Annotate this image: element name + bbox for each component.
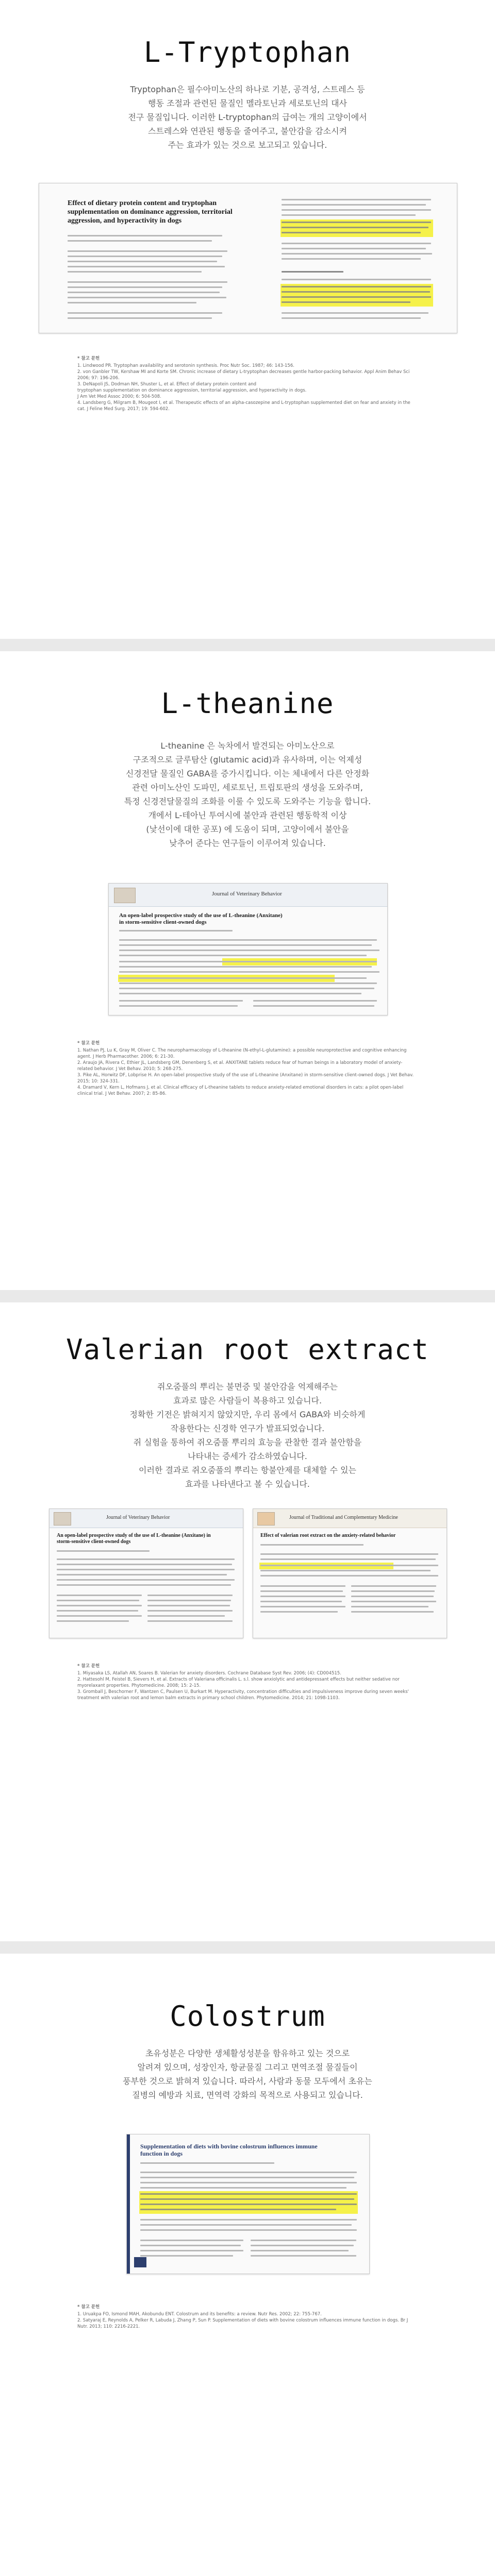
paper-title: Effect of dietary protein content and tryptophan supplementation on dominance aggression, territorial aggression, and hyperactivity in dogs [68, 199, 233, 225]
section-l-tryptophan [0, 0, 495, 639]
reference-item: 3. Pike AL, Horwitz DF, Lobprise H. An open-label prospective study of the use of L-theanine (Anxitane) in storm-sensitive client-owned dogs. J Vet Behav. 2015; 10: 324-331. [77, 1073, 414, 1084]
references [77, 1040, 418, 1097]
references-heading: * 참고 문헌 [77, 1041, 100, 1046]
paper-preview-image [39, 183, 457, 333]
section-divider [0, 1941, 495, 1954]
section-description: Tryptophan은 필수아미노산의 하나로 기분, 공격성, 스트레스 등 행동 조절과 관련된 물질인 멜라토닌과 세로토닌의 대사 전구 물질입니다. 이러한 L-tryptophan의 급여는 개의 고양이에서 스트레스와 연관된 행동을 줄여주고, 불안감을 감소시켜 주는 효과가 있는 것으로 보고되고 있습니다. [128, 84, 367, 150]
section-divider [0, 1290, 495, 1302]
references-heading: * 참고 문헌 [77, 2304, 100, 2310]
section-description: 쥐오줌풀의 뿌리는 불면증 및 불안감을 억제해주는 효과로 많은 사람들이 복용하고 있습니다. 정확한 기전은 밝혀지지 않았지만, 우리 몸에서 GABA와 비슷하게 작용한다는 신경학 연구가 발표되었습니다. 쥐 실험을 통하여 쥐오줌풀 뿌리의 효능을 관찰한 결과 불안함을 나타내는 증세가 감소하였습니다. 이러한 결과로 쥐오줌풀의 뿌리는 항불안제를 대체할 수 있는 효과를 나타낸다고 볼 수 있습니다. [129, 1382, 366, 1489]
reference-item: 2. Satyaraj E, Reynolds A, Pelker R, Labuda J, Zhang P, Sun P. Supplementation of diets with bovine colostrum influences immune function in dogs. Br J Nutr. 2013; 110: 2216-2221. [77, 2318, 408, 2329]
references [77, 2304, 418, 2330]
reference-item: 1. Nathan PJ, Lu K, Gray M, Oliver C. The neuropharmacology of L-theanine (N-ethyl-L-glutamine): a possible neuroprotective and cognitive enhancing agent. J Herb Pharmacother. 2006; 6: 21-30. [77, 1048, 407, 1059]
reference-item: tryptophan supplementation on dominance aggression, territorial aggression, and hyperactivity in dogs. [77, 388, 307, 393]
reference-item: J Am Vet Med Assoc 2000; 6: 504-508. [77, 394, 161, 399]
references-heading: * 참고 문헌 [77, 356, 100, 361]
reference-item: 2. von Ganbler TW, Kershaw MI and Korte SM. Chronic increase of dietary L-tryptophan decreases gentle harbor-packing behavior. Appl Anim Behav Sci 2006; 97: 196-206. [77, 369, 410, 381]
references-heading: * 참고 문헌 [77, 1664, 100, 1669]
paper-preview-image [126, 2134, 370, 2274]
paper-preview-image-right [253, 1509, 447, 1638]
section-title: L-Tryptophan [143, 36, 352, 69]
section-description: 초유성분은 다양한 생체활성성분을 함유하고 있는 것으로 알려져 있으며, 성장인자, 항균물질 그리고 면역조절 물질들이 풍부한 것으로 밝혀져 있습니다. 따라서, 사람과 동물 모두에서 초유는 질병의 예방과 치료, 면역력 강화의 목적으로 사용되고 있습니다. [123, 2048, 372, 2100]
section-title: Colostrum [170, 2000, 325, 2032]
reference-item: 4. Landsberg G, Milgram B, Mougeot I, et al. Therapeutic effects of an alpha-casozepine and L-tryptophan supplemented diet on fear and anxiety in the cat. J Feline Med Surg. 2017; 19: 594-602. [77, 400, 410, 412]
journal-name: Journal of Traditional and Complementary Medicine [289, 1515, 398, 1520]
reference-item: 3. Gromball J, Beschorner F, Wantzen C, Paulsen U, Burkart M. Hyperactivity, concentration difficulties and impulsiveness improve during seven weeks' treatment with valerian root and lemon balm extracts in primary school children. Phytomedicine. 2014; 21: 1098-1103. [77, 1689, 409, 1701]
reference-item: 4. Dramard V, Kern L, Hofmans J, et al. Clinical efficacy of L-theanine tablets to reduce anxiety-related emotional disorders in cats: a pilot open-label clinical trial. J Vet Behav. 2007; 2: 85-86. [77, 1085, 404, 1096]
section-colostrum [0, 1954, 495, 2576]
section-valerian-root [0, 1302, 495, 1941]
paper-preview-image-left [49, 1509, 243, 1638]
reference-item: 1. Lindwood PR. Tryptophan availability and serotonin synthesis. Proc Nutr Soc. 1987; 46: 143-156. [77, 363, 294, 368]
section-title: L-theanine [161, 687, 334, 720]
section-divider [0, 639, 495, 651]
references [77, 1663, 418, 1701]
references [77, 355, 418, 412]
paper-title: An open-label prospective study of the use of L-theanine (Anxitane) in storm-sensitive client-owned dogs [57, 1533, 211, 1545]
paper-title: An open-label prospective study of the use of L-theanine (Anxitane) in storm-sensitive client-owned dogs [119, 912, 283, 925]
paper-preview-image [108, 883, 388, 1015]
reference-item: 3. DeNapoli JS, Dodman NH, Shuster L, et al. Effect of dietary protein content and [77, 382, 257, 387]
reference-item: 2. Araujo JA, Rivera C, Ethier JL, Landsberg GM, Denenberg S, et al. ANXITANE tablets reduce fear of human beings in a laboratory model of anxiety-related behavior. J Vet Behav. 2010; 5: 268-275. [77, 1060, 403, 1072]
section-title: Valerian root extract [66, 1333, 429, 1366]
paper-title: Effect of valerian root extract on the anxiety-related behavior [260, 1533, 396, 1538]
reference-item: 1. Miyasaka LS, Atallah AN, Soares B. Valerian for anxiety disorders. Cochrane Database Syst Rev. 2006; (4): CD004515. [77, 1671, 341, 1676]
reference-item: 2. Hattesohl M, Feistel B, Sievers H, et al. Extracts of Valeriana officinalis L. s.l. show anxiolytic and antidepressant effects but neither sedative nor myorelaxant properties. Phytomedicine. 2008; 15: 2-15. [77, 1677, 400, 1688]
paper-title: Supplementation of diets with bovine colostrum influences immune function in dogs [140, 2143, 318, 2157]
reference-item: 1. Uruakpa FO, Ismond MAH, Akobundu ENT. Colostrum and its benefits: a review. Nutr Res. 2002; 22: 755-767. [77, 2312, 322, 2317]
journal-name: Journal of Veterinary Behavior [212, 891, 282, 897]
journal-name: Journal of Veterinary Behavior [106, 1515, 170, 1520]
section-l-theanine [0, 651, 495, 1290]
section-description: L-theanine 은 녹차에서 발견되는 아미노산으로 구조적으로 글루탐산 (glutamic acid)과 유사하며, 이는 억제성 신경전달 물질인 GABA를 증가시킵니다. 이는 체내에서 다른 안정화 관련 아미노산인 도파민, 세로토닌, 트립토판의 생성을 도와주며, 특정 신경전달물질의 조화를 이룰 수 있도록 도와주는 기능을 합니다. 개에서 L-테아닌 투여시에 불안과 관련된 행동학적 이상 (낯선이에 대한 공포) 에 도움이 되며, 고양이에서 불안을 낮추어 준다는 연구들이 이루어져 있습니다. [124, 741, 371, 848]
